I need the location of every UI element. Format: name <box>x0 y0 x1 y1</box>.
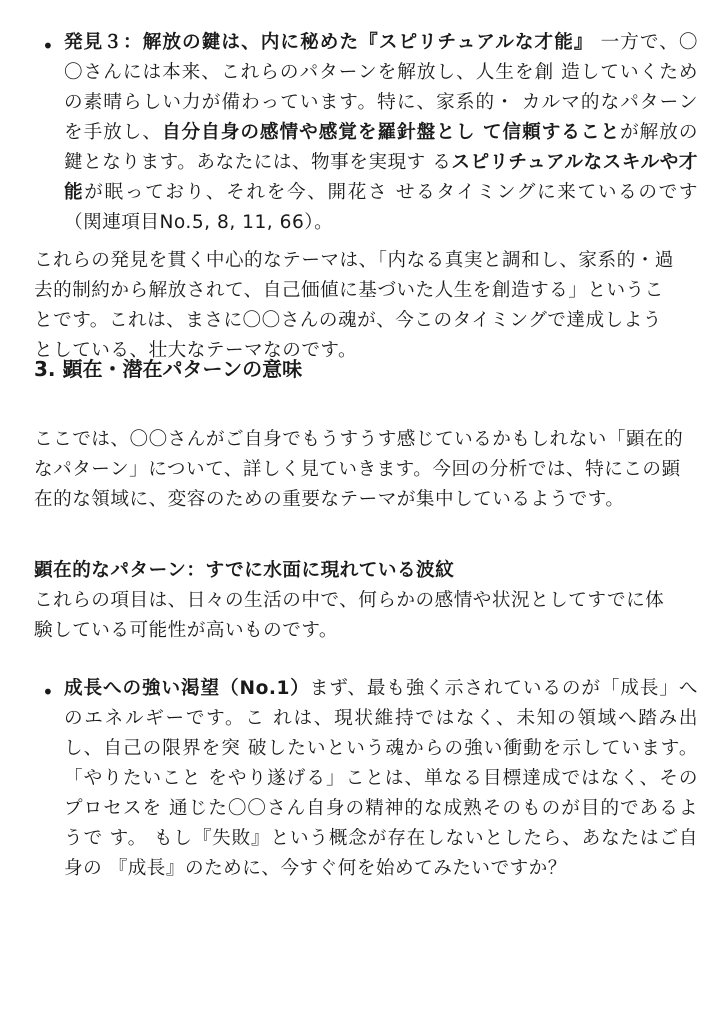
growth-text-block <box>64 674 698 884</box>
manifest-pattern-text: これらの項目は、日々の生活の中で、何らかの感情や状況としてすでに体験している可能性が高いものです。 <box>34 590 665 641</box>
bullet-dot-icon: • <box>42 34 54 58</box>
discovery-3-text-part1: 一方で、〇〇さんには本来、これらのパターンを解放し、人生を創 造していくための素晴らしい力が備わっています。特に、家系的・ カルマ的なパターンを手放し、 <box>64 32 698 143</box>
growth-text: まず、最も強く示されているのが「成長」へのエネルギーです。こ れは、現状維持ではなく、未知の領域へ踏み出し、自己の限界を突 破したいという魂からの強い衝動を示しています。「やりたいこと をやり遂げる」ことは、単なる目標達成ではなく、そのプロセスを 通じた〇〇さん自身の精神的な成熟そのものが目的であるようで す。 もし『失敗』という概念が存在しないとしたら、あなたはご自身の 『成長』のために、今すぐ何を始めてみたいですか？ <box>64 678 698 879</box>
discovery-3-text-part3: が眠っており、それを今、開花さ せるタイミングに来ているのです（関連項目No.5, 8, 11, 66）。 <box>64 182 698 233</box>
discovery-3-bullet <box>34 28 698 238</box>
discovery-3-heading: 発見３：解放の鍵は、内に秘めた『スピリチュアルな才能』 <box>64 32 594 53</box>
theme-paragraph: これらの発見を貫く中心的なテーマは、「内なる真実と調和し、家系的・過去的制約から解放されて、自己価値に基づいた人生を創造する」ということです。これは、まさに〇〇さんの魂が、今このタイミングで達成しようとしている、壮大なテーマなのです。 <box>34 250 674 361</box>
discovery-3-text-part2: が解放の鍵となります。あなたには、物事を実現す る <box>64 122 698 173</box>
discovery-3-bold-2: スピリチュアルなスキルや才能 <box>64 152 698 203</box>
growth-heading: 成長への強い渇望（No.1） <box>64 678 310 699</box>
discovery-3-bold-1: 自分自身の感情や感覚を羅針盤とし て信頼すること <box>161 122 621 143</box>
section-3-intro: ここでは、〇〇さんがご自身でもうすうす感じているかもしれない「顕在的なパターン」について、詳しく見ていきます。今回の分析では、特にこの顕在的な領域に、変容のための重要なテーマが集中しているようです。 <box>34 429 684 510</box>
discovery-3-text <box>64 28 698 238</box>
section-3-heading: 3. 顕在・潜在パターンの意味 <box>34 357 303 381</box>
manifest-pattern-block <box>34 556 674 646</box>
bullet-dot-icon: • <box>42 680 54 704</box>
manifest-pattern-heading: 顕在的なパターン：すでに水面に現れている波紋 <box>34 560 455 581</box>
growth-bullet <box>34 674 698 884</box>
